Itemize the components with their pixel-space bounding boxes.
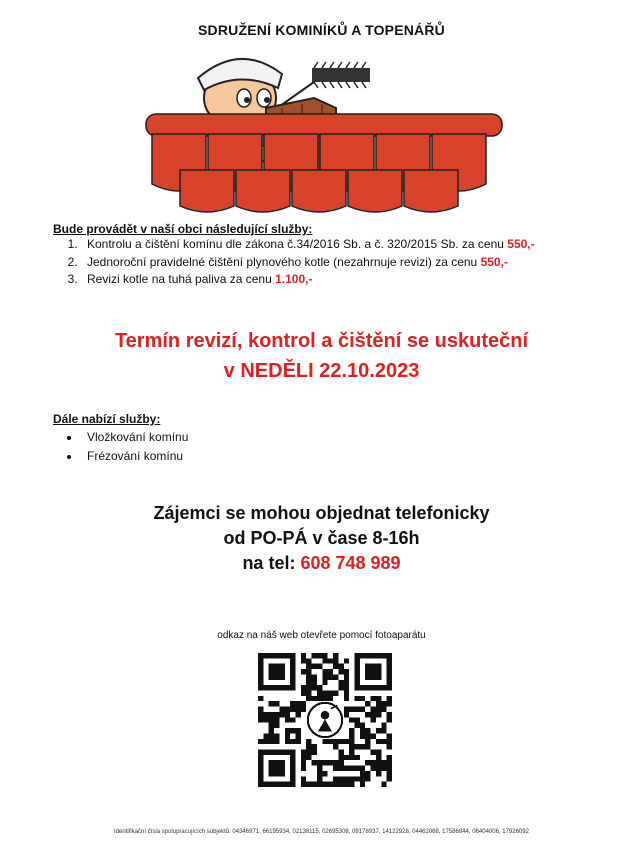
footer-ids: Identifikační čísla spolupracujících subjektů: 04346971, 66195934, 02138115, 02695308, 09178937, 14122928, 04462068, 17586844, 06404006, 17926092: [114, 829, 529, 835]
services-list: [55, 236, 535, 289]
term-line-1: Termín revizí, kontrol a čištění se uskuteční: [114, 330, 529, 352]
service-price: 550,-: [507, 237, 535, 251]
page-title: SDRUŽENÍ KOMINÍKŮ A TOPENÁŘŮ: [198, 22, 445, 38]
other-service-item: • Vložkování komínu: [81, 428, 188, 447]
service-item: 2. Jednoroční pravidelné čištění plynového kotle (nezahrnuje revizi) za cenu 550,-: [81, 254, 535, 272]
chimney-brush: [280, 62, 370, 106]
qr-caption: odkaz na náš web otevřete pomocí fotoaparátu: [217, 630, 426, 641]
qr-code[interactable]: [258, 653, 392, 787]
contact-line-2: od PO-PÁ v čase 8-16h: [223, 528, 420, 548]
services-heading: Bude provádět v naší obci následující služby:: [53, 222, 313, 236]
contact-line-3: na tel: 608 748 989: [242, 553, 401, 573]
other-services-list: [55, 428, 188, 466]
term-date: v NEDĚLI 22.10.2023: [223, 360, 420, 382]
service-price: 1.100,-: [275, 272, 313, 286]
contact-line-1: Zájemci se mohou objednat telefonicky: [153, 503, 490, 523]
service-price: 550,-: [480, 254, 508, 269]
service-item: 3. Revizi kotle na tuhá paliva za cenu 1.100,-: [81, 271, 535, 289]
roof-tiles: [146, 114, 502, 212]
chimney-sweep-illustration: [132, 48, 512, 218]
other-services-heading: Dále nabízí služby:: [53, 412, 161, 426]
qr-logo-icon: [308, 703, 342, 737]
other-service-item: • Frézování komínu: [81, 447, 188, 466]
phone-number: 608 748 989: [300, 553, 401, 573]
service-item: 1. Kontrolu a čištění komínu dle zákona č.34/2016 Sb. a č. 320/2015 Sb. za cenu 550,-: [81, 236, 535, 254]
